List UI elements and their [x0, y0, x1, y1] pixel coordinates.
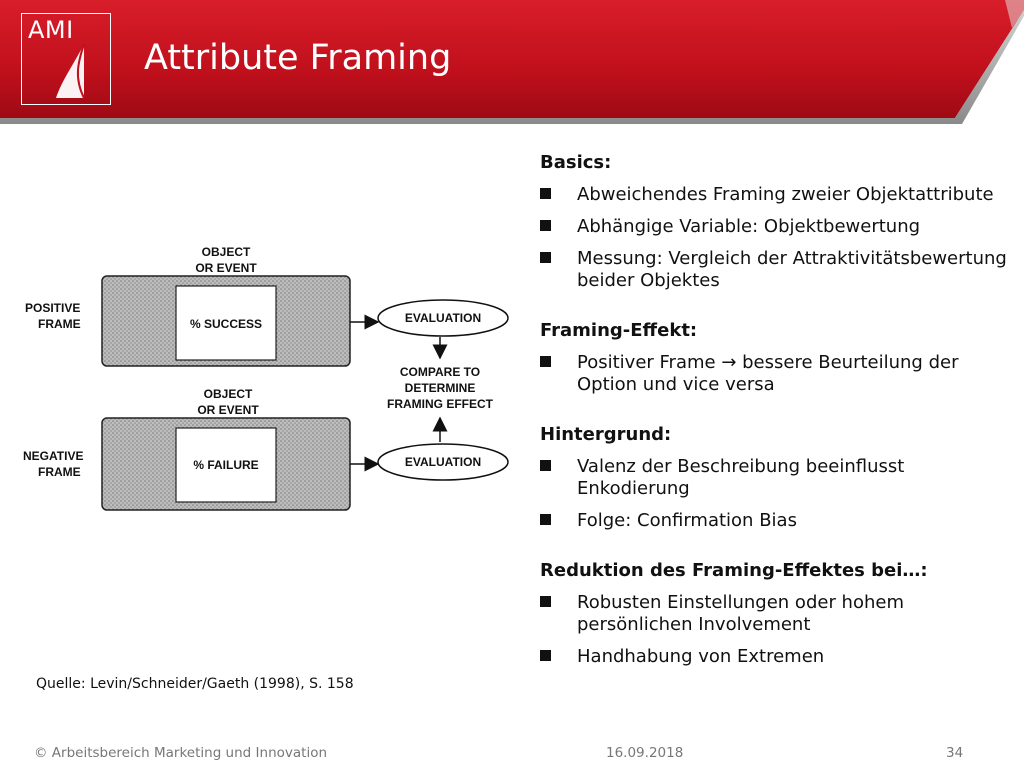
logo-text: AMI	[28, 16, 74, 44]
bullet-item	[540, 216, 1010, 238]
bullet-text: Abweichendes Framing zweier Objektattribute	[577, 184, 994, 205]
bullet-square-icon	[540, 650, 551, 661]
bullet-item	[540, 248, 1010, 292]
bullet-text: Abhängige Variable: Objektbewertung	[577, 216, 921, 237]
bullet-square-icon	[540, 596, 551, 607]
bullet-square-icon	[540, 220, 551, 231]
bullet-text: Positiver Frame → bessere Beurteilung der Option und vice versa	[577, 352, 959, 395]
bottom-object-label-1: OBJECT	[203, 387, 253, 401]
bullet-text: Messung: Vergleich der Attraktivitätsbewertung beider Objektes	[577, 248, 1007, 291]
compare-label-2: DETERMINE	[404, 381, 476, 395]
section-title: Hintergrund:	[540, 424, 672, 445]
source-citation: Quelle: Levin/Schneider/Gaeth (1998), S. 158	[36, 676, 354, 692]
positive-frame-label-1: POSITIVE	[25, 301, 81, 315]
bullet-item	[540, 184, 1010, 206]
negative-frame-label-1: NEGATIVE	[23, 449, 84, 463]
bullet-square-icon	[540, 514, 551, 525]
bullet-text: Valenz der Beschreibung beeinflusst Enkodierung	[577, 456, 905, 499]
section-hintergrund	[540, 424, 1010, 532]
header-banner	[0, 0, 1024, 124]
section-framing-effekt	[540, 320, 1010, 396]
negative-frame-label-2: FRAME	[38, 465, 81, 479]
ami-logo	[21, 13, 111, 105]
bottom-object-label-2: OR EVENT	[197, 403, 259, 417]
bullet-square-icon	[540, 252, 551, 263]
bullet-square-icon	[540, 188, 551, 199]
footer-date: 16.09.2018	[606, 745, 684, 761]
success-label: % SUCCESS	[189, 317, 263, 331]
footer-page-number: 34	[946, 745, 964, 761]
compare-label-1: COMPARE TO	[399, 365, 481, 379]
framing-diagram	[20, 240, 530, 520]
failure-label: % FAILURE	[193, 458, 259, 472]
evaluation-bottom-label: EVALUATION	[404, 455, 482, 469]
bullet-item	[540, 352, 1010, 396]
section-title: Basics:	[540, 152, 612, 173]
bullet-square-icon	[540, 356, 551, 367]
content-panel	[540, 152, 1010, 696]
footer-copyright: © Arbeitsbereich Marketing und Innovation	[34, 745, 328, 761]
evaluation-top-label: EVALUATION	[404, 311, 482, 325]
top-object-label-1: OBJECT	[201, 245, 251, 259]
section-reduktion	[540, 560, 1010, 668]
section-title: Framing-Effekt:	[540, 320, 698, 341]
bullet-square-icon	[540, 460, 551, 471]
sail-icon	[22, 14, 110, 104]
section-basics	[540, 152, 1010, 292]
section-title: Reduktion des Framing-Effektes bei…:	[540, 560, 928, 581]
positive-frame-label-2: FRAME	[38, 317, 81, 331]
bullet-text: Robusten Einstellungen oder hohem persönlichen Involvement	[577, 592, 904, 635]
bullet-item	[540, 646, 1010, 668]
diagram-svg	[20, 240, 530, 520]
bullet-item	[540, 592, 1010, 636]
compare-label-3: FRAMING EFFECT	[387, 397, 493, 411]
top-object-label-2: OR EVENT	[195, 261, 257, 275]
bullet-text: Folge: Confirmation Bias	[577, 510, 797, 531]
bullet-item	[540, 510, 1010, 532]
bullet-item	[540, 456, 1010, 500]
page-title: Attribute Framing	[144, 38, 452, 78]
bullet-text: Handhabung von Extremen	[577, 646, 825, 667]
